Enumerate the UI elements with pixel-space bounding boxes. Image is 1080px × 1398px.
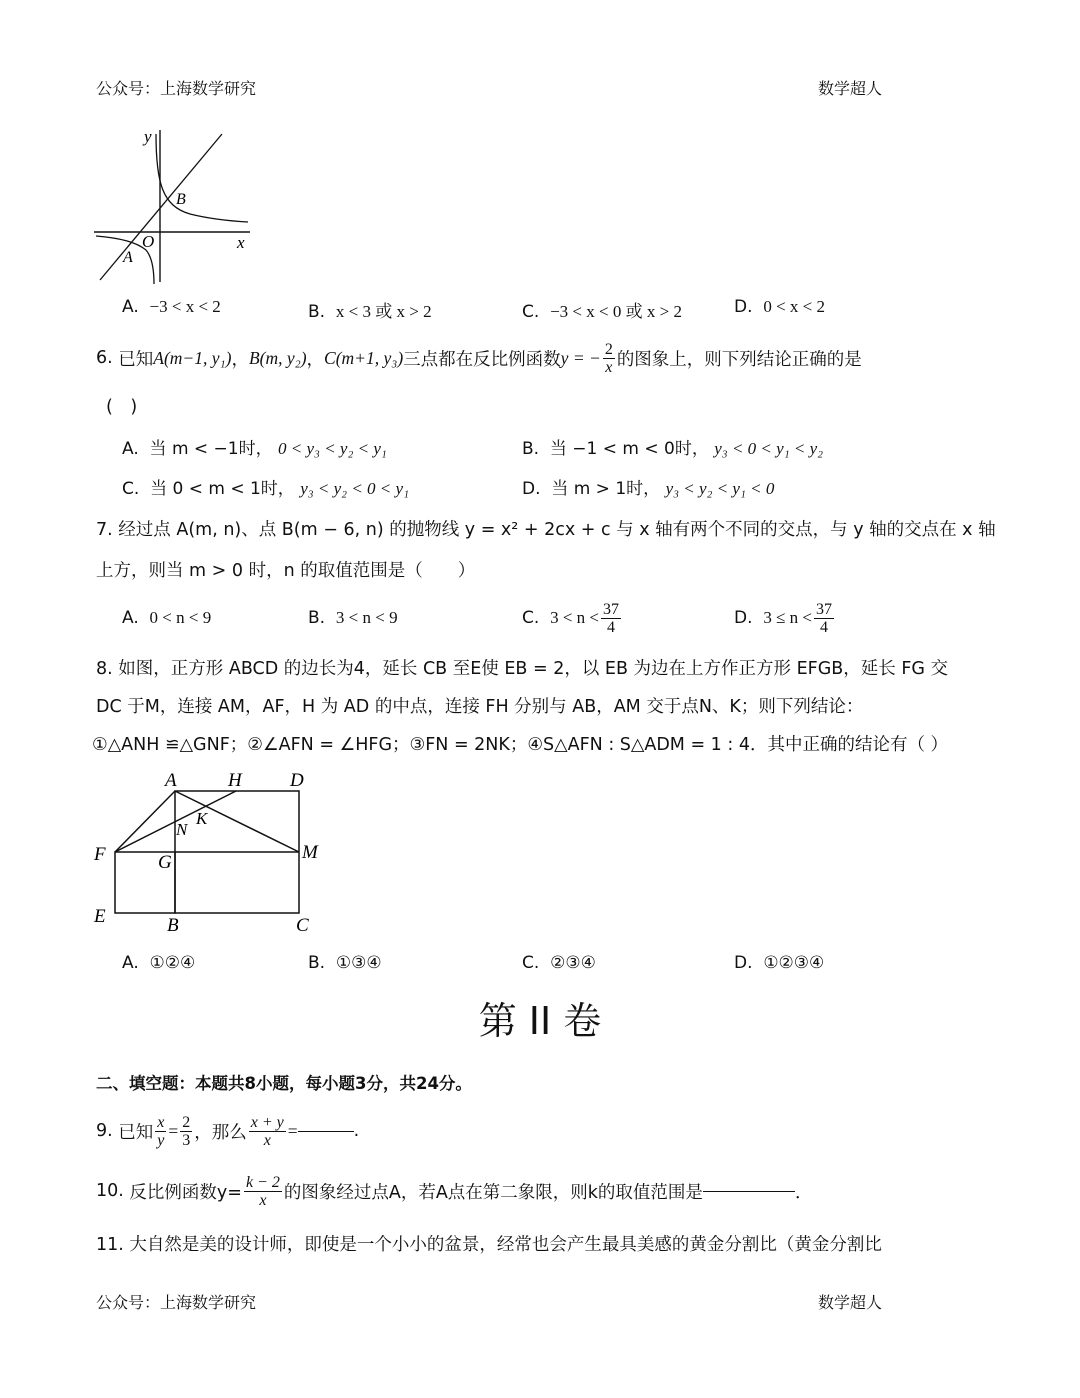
label-K: K (196, 809, 208, 828)
q6-func-fraction: $\frac{2}{x}$ (604, 340, 613, 376)
q6-answer-paren: ( ) (106, 397, 138, 417)
q5-option-a[interactable]: A. −3 < x < 2 (122, 297, 221, 317)
label-N: N (176, 820, 188, 839)
q8-stem-line1: 8. 如图，正方形 ABCD 的边长为4，延长 CB 至E使 EB = 2，以 EB 为边在上方作正方形 EFGB，延长 FG 交 (96, 659, 949, 679)
label-G: G (158, 852, 172, 873)
q6-option-a[interactable]: A. 当 m < −1时， 0 < y₃ < y₂ < y₁ (122, 439, 387, 459)
q5-graph (90, 122, 260, 287)
y-axis-label: y (144, 127, 152, 146)
hyperbola-branch-1 (156, 134, 248, 222)
label-H: H (228, 770, 242, 791)
segment-AM (175, 791, 299, 852)
q8-stem-line2: DC 于M，连接 AM，AF，H 为 AD 的中点，连接 FH 分别与 AB，AM 交于点N、K；则下列结论： (96, 697, 864, 717)
q9-answer-blank[interactable] (298, 1131, 354, 1132)
label-M: M (302, 842, 318, 863)
linear-function-line (100, 134, 222, 280)
q6-option-d[interactable]: D. 当 m > 1时， y₃ < y₂ < y₁ < 0 (522, 479, 775, 499)
q9-stem: 9. 已知 $\frac{x}{y}$ = $\frac{2}{3}$ ，那么 $\frac{x + y}{x}$ = . (96, 1113, 360, 1149)
label-F: F (94, 844, 106, 865)
part2-heading: 二、填空题：本题共8小题，每小题3分，共24分。 (96, 1074, 472, 1093)
footer-left: 公众号：上海数学研究 (96, 1293, 257, 1312)
label-D: D (290, 770, 304, 791)
q7-option-d[interactable]: D. 3 ≤ n < $\frac{37}{4}$ (734, 600, 832, 636)
label-C: C (296, 915, 309, 936)
footer-right: 数学超人 (818, 1293, 883, 1312)
q6-option-c[interactable]: C. 当 0 < m < 1时， y₃ < y₂ < 0 < y₁ (122, 479, 409, 499)
q7-option-a[interactable]: A. 0 < n < 9 (122, 608, 212, 628)
q6-option-b[interactable]: B. 当 −1 < m < 0时， y₃ < 0 < y₁ < y₂ (522, 439, 824, 459)
label-E: E (94, 906, 106, 927)
q8-stem-line3: ①△ANH ≌△GNF；②∠AFN = ∠HFG；③FN = 2NK；④S△AFN : S△ADM = 1 : 4．其中正确的结论有（ ） (92, 735, 949, 755)
q11-stem: 11. 大自然是美的设计师，即使是一个小小的盆景，经常也会产生最具美感的黄金分割比（黄金分割比 (96, 1235, 882, 1255)
q8-option-c[interactable]: C. ②③④ (522, 953, 596, 973)
header-left: 公众号：上海数学研究 (96, 79, 257, 98)
x-axis-label: x (237, 233, 245, 252)
point-A-label: A (123, 249, 133, 266)
q8-option-b[interactable]: B. ①③④ (308, 953, 382, 973)
header-right: 数学超人 (818, 79, 883, 98)
q8-option-a[interactable]: A. ①②④ (122, 953, 196, 973)
q7-option-b[interactable]: B. 3 < n < 9 (308, 608, 398, 628)
q7-stem-line1: 7. 经过点 A(m, n)、点 B(m − 6, n) 的抛物线 y = x² + 2cx + c 与 x 轴有两个不同的交点，与 y 轴的交点在 x 轴 (96, 520, 996, 540)
q5-option-b[interactable]: B. x < 3 或 x > 2 (308, 302, 432, 322)
q7-option-c[interactable]: C. 3 < n < $\frac{37}{4}$ (522, 600, 620, 636)
q8-option-d[interactable]: D. ①②③④ (734, 953, 825, 973)
q8-figure (86, 764, 336, 944)
q5-option-d[interactable]: D. 0 < x < 2 (734, 297, 825, 317)
q5-option-c[interactable]: C. −3 < x < 0 或 x > 2 (522, 302, 682, 322)
q10-answer-blank[interactable] (703, 1191, 795, 1192)
segment-AF (115, 791, 175, 852)
label-A: A (165, 770, 177, 791)
point-B-label: B (176, 191, 186, 208)
q7-stem-line2: 上方，则当 m > 0 时，n 的取值范围是（ ） (96, 561, 476, 581)
q10-stem: 10. 反比例函数y= $\frac{k - 2}{x}$ 的图象经过点A，若A点在第二象限，则k的取值范围是 ． (96, 1173, 813, 1209)
q6-stem: 6. 已知 A(m−1, y₁) ， B(m, y₂) ， C(m+1, y₃) 三点都在反比例函数 y = − $\frac{2}{x}$ 的图象上，则下列结论正确的是 (96, 340, 862, 376)
label-B: B (167, 915, 179, 936)
section-title: 第 II 卷 (478, 999, 602, 1043)
origin-label: O (142, 232, 155, 251)
